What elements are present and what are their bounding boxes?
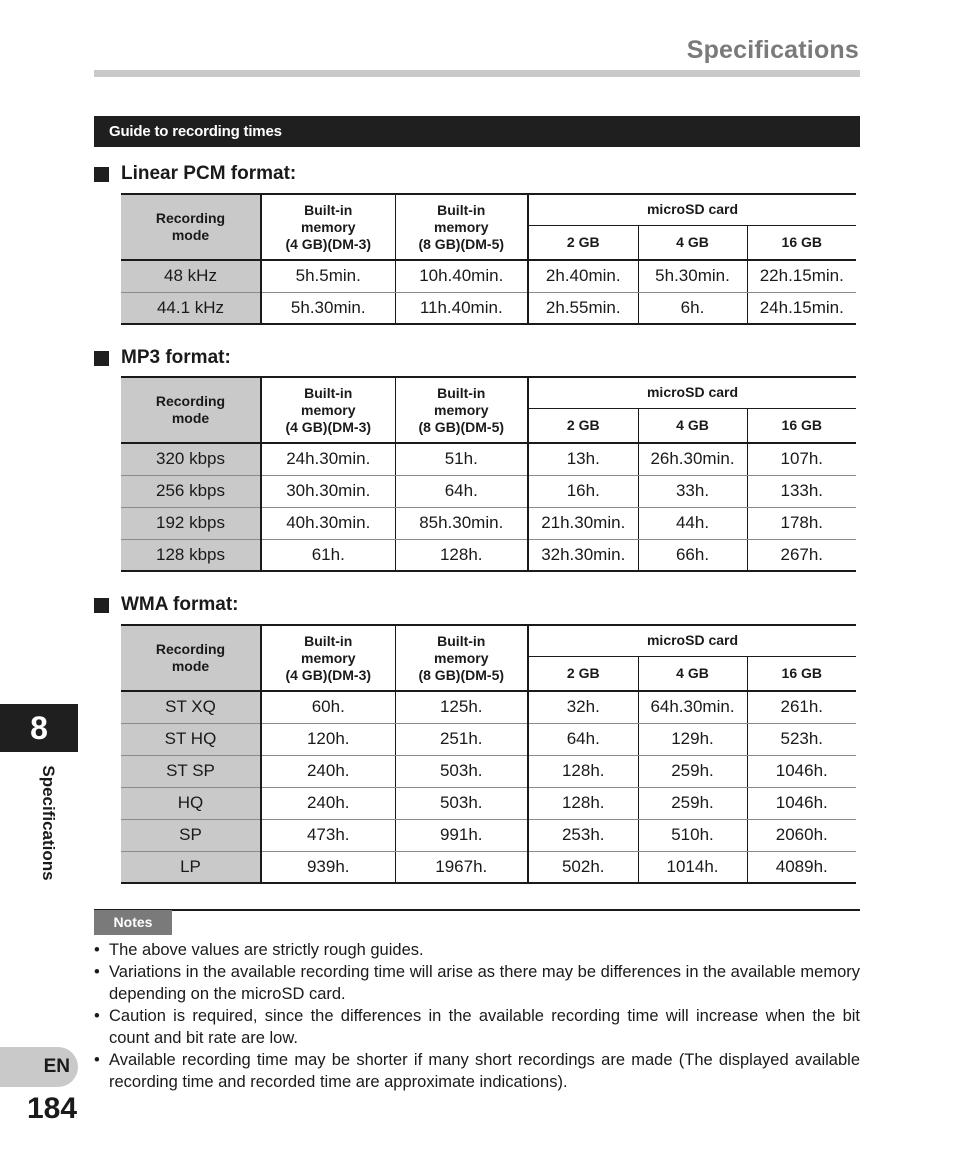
header-16gb: 16 GB (747, 408, 856, 443)
recording-time-cell: 5h.30min. (638, 260, 747, 292)
recording-time-cell: 129h. (638, 723, 747, 755)
recording-time-cell: 51h. (395, 443, 528, 475)
recording-time-cell: 253h. (528, 819, 638, 851)
guide-title-bar: Guide to recording times (94, 116, 860, 147)
recording-mode-cell: 48 kHz (121, 260, 261, 292)
recording-time-cell: 1014h. (638, 851, 747, 883)
recording-time-cell: 128h. (528, 755, 638, 787)
recording-mode-cell: LP (121, 851, 261, 883)
recording-time-cell: 502h. (528, 851, 638, 883)
recording-time-cell: 61h. (261, 539, 395, 571)
header-builtin-8gb: Built-in memory (8 GB)(DM-5) (395, 377, 528, 443)
recording-time-cell: 523h. (747, 723, 856, 755)
recording-time-cell: 120h. (261, 723, 395, 755)
recording-time-cell: 21h.30min. (528, 507, 638, 539)
note-item: • Variations in the available recording time will arise as there may be differences in the available memory depending on the microSD card. (94, 963, 860, 1003)
notes-list (94, 939, 860, 1093)
recording-time-cell: 261h. (747, 691, 856, 723)
recording-time-cell: 5h.30min. (261, 292, 395, 324)
note-item: • Available recording time may be shorter if many short recordings are made (The displayed available recording time and recorded time are approximate indications). (94, 1051, 860, 1091)
recording-time-cell: 6h. (638, 292, 747, 324)
square-bullet-icon (94, 167, 109, 182)
recording-time-cell: 107h. (747, 443, 856, 475)
recording-time-cell: 1967h. (395, 851, 528, 883)
recording-time-cell: 128h. (395, 539, 528, 571)
recording-time-cell: 5h.5min. (261, 260, 395, 292)
recording-time-cell: 4089h. (747, 851, 856, 883)
header-microsd: microSD card (528, 377, 856, 408)
recording-mode-cell: 320 kbps (121, 443, 261, 475)
table-row (121, 691, 856, 723)
header-recording-mode: Recording mode (121, 625, 261, 691)
recording-time-cell: 1046h. (747, 755, 856, 787)
table-row (121, 539, 856, 571)
table-row (121, 475, 856, 507)
recording-time-cell: 240h. (261, 755, 395, 787)
recording-time-cell: 510h. (638, 819, 747, 851)
recording-time-cell: 503h. (395, 755, 528, 787)
recording-time-cell: 64h.30min. (638, 691, 747, 723)
recording-time-cell: 240h. (261, 787, 395, 819)
recording-mode-cell: 128 kbps (121, 539, 261, 571)
recording-time-cell: 2060h. (747, 819, 856, 851)
table-row (121, 443, 856, 475)
header-4gb: 4 GB (638, 656, 747, 691)
section-heading-text: MP3 format: (121, 347, 231, 368)
page-number: 184 (27, 1092, 78, 1125)
section-heading-linear-pcm (94, 163, 296, 185)
recording-time-cell: 10h.40min. (395, 260, 528, 292)
header-microsd: microSD card (528, 194, 856, 225)
header-16gb: 16 GB (747, 656, 856, 691)
chapter-number-tab: 8 (0, 704, 78, 752)
recording-time-cell: 178h. (747, 507, 856, 539)
header-builtin-4gb: Built-in memory (4 GB)(DM-3) (261, 194, 395, 260)
recording-time-cell: 128h. (528, 787, 638, 819)
recording-time-cell: 32h.30min. (528, 539, 638, 571)
recording-mode-cell: 256 kbps (121, 475, 261, 507)
recording-time-cell: 259h. (638, 755, 747, 787)
recording-time-cell: 64h. (528, 723, 638, 755)
table-row (121, 507, 856, 539)
note-item: • The above values are strictly rough guides. (94, 941, 424, 959)
bullet-icon: • (94, 1051, 100, 1069)
header-builtin-4gb: Built-in memory (4 GB)(DM-3) (261, 625, 395, 691)
header-4gb: 4 GB (638, 408, 747, 443)
recording-time-cell: 991h. (395, 819, 528, 851)
header-recording-mode: Recording mode (121, 377, 261, 443)
language-tab: EN (0, 1047, 78, 1087)
header-builtin-8gb: Built-in memory (8 GB)(DM-5) (395, 625, 528, 691)
recording-time-cell: 267h. (747, 539, 856, 571)
table-row (121, 292, 856, 324)
header-2gb: 2 GB (528, 225, 638, 260)
recording-time-cell: 2h.55min. (528, 292, 638, 324)
recording-time-cell: 259h. (638, 787, 747, 819)
bullet-icon: • (94, 1007, 100, 1025)
header-builtin-8gb: Built-in memory (8 GB)(DM-5) (395, 194, 528, 260)
recording-time-cell: 11h.40min. (395, 292, 528, 324)
recording-time-cell: 1046h. (747, 787, 856, 819)
header-2gb: 2 GB (528, 656, 638, 691)
header-2gb: 2 GB (528, 408, 638, 443)
recording-time-cell: 503h. (395, 787, 528, 819)
notes-rule (94, 909, 860, 911)
recording-time-cell: 251h. (395, 723, 528, 755)
recording-time-cell: 66h. (638, 539, 747, 571)
notes-tab: Notes (94, 910, 172, 935)
wma-table (121, 624, 856, 884)
table-row (121, 755, 856, 787)
header-microsd: microSD card (528, 625, 856, 656)
recording-mode-cell: HQ (121, 787, 261, 819)
recording-time-cell: 125h. (395, 691, 528, 723)
recording-time-cell: 2h.40min. (528, 260, 638, 292)
header-4gb: 4 GB (638, 225, 747, 260)
header-builtin-4gb: Built-in memory (4 GB)(DM-3) (261, 377, 395, 443)
recording-time-cell: 13h. (528, 443, 638, 475)
recording-time-cell: 40h.30min. (261, 507, 395, 539)
recording-time-cell: 133h. (747, 475, 856, 507)
section-heading-text: WMA format: (121, 594, 239, 615)
section-heading-text: Linear PCM format: (121, 163, 297, 184)
table-row (121, 787, 856, 819)
recording-time-cell: 24h.30min. (261, 443, 395, 475)
table-row (121, 723, 856, 755)
title-rule (94, 70, 860, 77)
recording-mode-cell: ST SP (121, 755, 261, 787)
bullet-icon: • (94, 941, 100, 959)
recording-time-cell: 22h.15min. (747, 260, 856, 292)
recording-time-cell: 939h. (261, 851, 395, 883)
linear-pcm-table (121, 193, 856, 325)
recording-mode-cell: ST HQ (121, 723, 261, 755)
recording-mode-cell: 44.1 kHz (121, 292, 261, 324)
section-heading-mp3 (94, 347, 231, 369)
recording-time-cell: 24h.15min. (747, 292, 856, 324)
recording-time-cell: 33h. (638, 475, 747, 507)
table-row (121, 851, 856, 883)
mp3-table (121, 376, 856, 572)
recording-time-cell: 85h.30min. (395, 507, 528, 539)
note-item: • Caution is required, since the differences in the available recording time will increase when the bit count and bit rate are low. (94, 1007, 860, 1047)
recording-mode-cell: SP (121, 819, 261, 851)
square-bullet-icon (94, 598, 109, 613)
recording-mode-cell: 192 kbps (121, 507, 261, 539)
header-16gb: 16 GB (747, 225, 856, 260)
recording-time-cell: 44h. (638, 507, 747, 539)
recording-time-cell: 16h. (528, 475, 638, 507)
table-row (121, 260, 856, 292)
header-recording-mode: Recording mode (121, 194, 261, 260)
bullet-icon: • (94, 963, 100, 981)
recording-time-cell: 473h. (261, 819, 395, 851)
section-heading-wma (94, 594, 239, 616)
page-title: Specifications (686, 36, 859, 64)
recording-mode-cell: ST XQ (121, 691, 261, 723)
square-bullet-icon (94, 351, 109, 366)
recording-time-cell: 64h. (395, 475, 528, 507)
recording-time-cell: 26h.30min. (638, 443, 747, 475)
chapter-label-text: Specifications (39, 764, 58, 881)
recording-time-cell: 32h. (528, 691, 638, 723)
recording-time-cell: 60h. (261, 691, 395, 723)
chapter-label (37, 765, 59, 880)
recording-time-cell: 30h.30min. (261, 475, 395, 507)
table-row (121, 819, 856, 851)
